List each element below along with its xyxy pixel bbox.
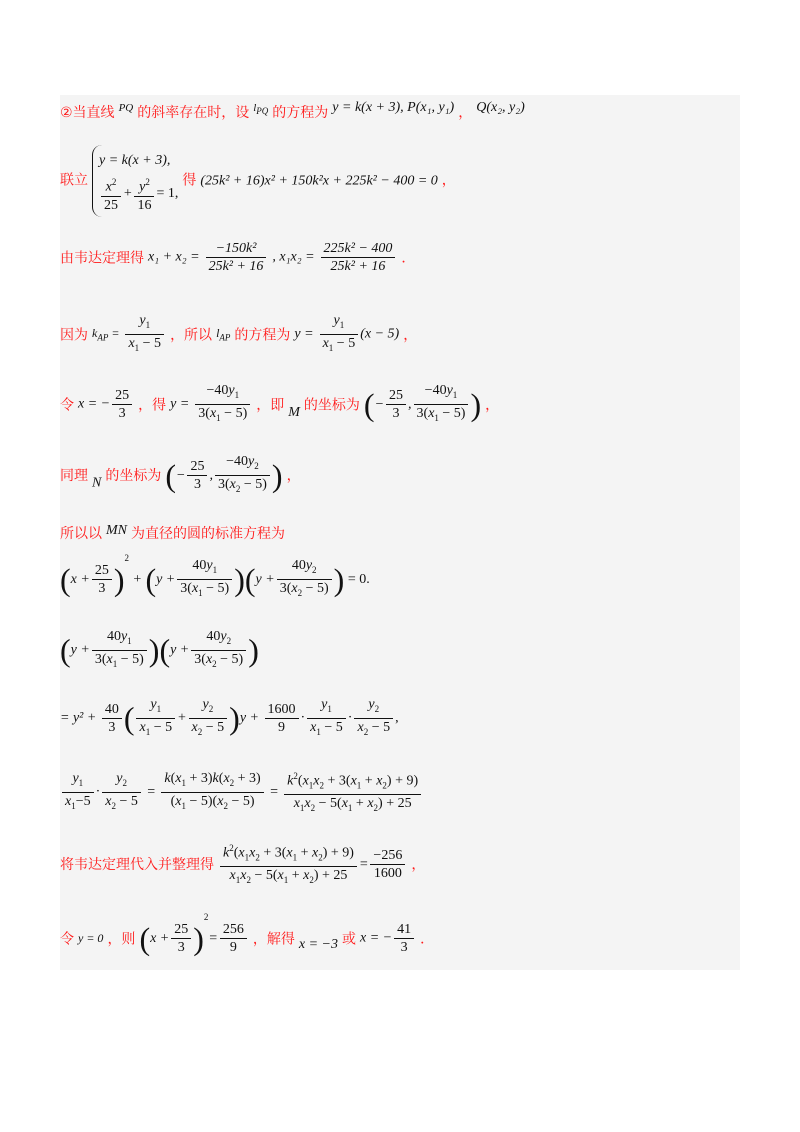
text: 的斜率存在时，设	[137, 105, 250, 121]
expanded-expression: = y² + $\frac{40}{3}$ ( $\frac{y_1}{x_1 - 5}$ + $\frac{y_2}{x_2 - 5}$ )y + $\frac{1600}{9}$ · $\frac{y_1}{x_1 - 5}$ · $\frac{y_2}{x_2 - 5}$ ,	[60, 697, 399, 737]
line-5: 令 x = − $\frac{25}{3}$ ，得 y = $\frac{-40y_1}{3(x_1 - 5)}$ ，即 M 的坐标为 (− $\frac{25}{3}$ , $\frac{-40y_1}{3(x_1 - 5)}$ ) ，	[60, 383, 500, 424]
l-symbol: l	[216, 326, 220, 341]
text: ，所以	[170, 327, 213, 344]
text: ，得	[138, 397, 167, 414]
text: 因为	[60, 327, 88, 344]
line-equation: y = k(x + 3), P(x₁, y₁)	[332, 100, 455, 115]
line-4: 因为 $k_{AP}$ = $\frac{y_1}{x_1 - 5}$ ，所以 $l_{AP}$ 的方程为 y = $\frac{y_1}{x_1 - 5}$ (x − 5) ，	[60, 313, 418, 353]
k-subscript: AP	[97, 332, 109, 343]
line-7	[60, 523, 285, 543]
rhs-numerator: 256	[220, 921, 247, 939]
text: ，即	[256, 397, 285, 414]
result-denominator: 1600	[373, 866, 402, 882]
expansion-tail: ,	[395, 710, 399, 726]
text: 令	[60, 397, 74, 414]
k-symbol: k	[92, 326, 98, 341]
sum-denominator: 25k² + 16	[208, 259, 264, 274]
text: ，则	[107, 931, 136, 948]
product-expression: (y + $\frac{40y_1}{3(x_1 - 5)}$ )(y + $\frac{40y_2}{3(x_2 - 5)}$ )	[60, 629, 259, 669]
m-coordinates: (− $\frac{25}{3}$ , $\frac{-40y_1}{3(x_1 - 5)}$ )	[363, 383, 482, 424]
result-numerator: −256	[370, 847, 405, 865]
product-lhs: , x₁x₂ =	[272, 249, 315, 265]
segment-mn: MN	[106, 523, 127, 538]
point-m: M	[288, 404, 300, 420]
solution-2: x = −	[359, 930, 393, 946]
expansion-start: = y² +	[60, 710, 97, 726]
text: ，	[441, 172, 456, 189]
text: ，	[458, 105, 473, 121]
text: 的方程为	[272, 105, 329, 121]
pq-label: PQ	[118, 102, 134, 114]
rhs-denominator: 9	[229, 940, 237, 956]
system-eq-2-tail: = 1,	[156, 186, 179, 202]
line-6	[60, 453, 301, 498]
text: 由韦达定理得	[60, 250, 144, 267]
text: 为直径的圆的标准方程为	[131, 526, 285, 542]
text: ，	[485, 397, 500, 414]
line-13: 令 y = 0 ，则 (x + $\frac{25}{3}$ )$^2$= $\frac{256}{9}$ ，解得 x = −3 或 x = − $\frac{41}{3}$ ．	[60, 912, 435, 957]
sum-numerator: −150k²	[206, 240, 267, 258]
text: 同理	[60, 467, 88, 484]
point-q: Q(x₂, y₂)	[476, 100, 525, 115]
text: ，解得	[252, 931, 295, 948]
product-denominator: 25k² + 16	[330, 259, 386, 274]
text: 的坐标为	[105, 467, 162, 484]
solution-1: x = −3	[298, 937, 338, 952]
line-3	[60, 240, 415, 275]
l-subscript: PQ	[256, 106, 269, 117]
n-coordinates: (− $\frac{25}{3}$ , $\frac{-40y_2}{3(x_2 - 5)}$ )	[165, 454, 283, 494]
text: 令	[60, 931, 74, 948]
l-symbol: l	[253, 102, 257, 114]
text: ，	[411, 857, 426, 874]
text: 将韦达定理代入并整理得	[60, 857, 214, 874]
text: ，	[286, 467, 301, 484]
circle-equation: (x + $\frac{25}{3}$ )$^2$ + (y + $\frac{40y_1}{3(x_1 - 5)}$ )(y + $\frac{40y_2}{3(x_2 - 5)}$ ) = 0.	[60, 553, 370, 599]
system-eq-1: y = k(x + 3),	[99, 153, 171, 168]
expansion-mid: y +	[239, 710, 259, 726]
text: ．	[420, 931, 435, 948]
y-value: y =	[170, 396, 190, 412]
y-zero: y = 0	[78, 930, 104, 945]
slope-product-identity: $\frac{y_1}{x_1-5}$ · $\frac{y_2}{x_2 - 5}$ = $\frac{k(x_1 + 3)k(x_2 + 3)}{(x_1 - 5)(x_2 - 5)}$ = $\frac{k^2(x_1x_2 + 3(x_1 + x_2) + 9)}{x_1x_2 - 5(x_1 + x_2) + 25}$	[60, 768, 423, 817]
text: 得	[182, 172, 197, 189]
equation-tail: = 0.	[347, 571, 370, 587]
line-1	[60, 100, 525, 122]
system-eq-2: $\frac{x^2}{25}$ + $\frac{y^2}{16}$ = 1,	[99, 174, 178, 214]
text: ．	[401, 250, 416, 267]
point-n: N	[92, 475, 102, 491]
line-ap-tail: (x − 5)	[360, 326, 400, 342]
quadratic-equation: (25k² + 16)x² + 150k²x + 225k² − 400 = 0	[200, 173, 438, 189]
text: ，	[403, 327, 418, 344]
text: 的方程为	[234, 327, 291, 344]
line-12: 将韦达定理代入并整理得 $\frac{k^2(x_1x_2 + 3(x_1 + x_2) + 9)}{x_1x_2 - 5(x_1 + x_2) + 25}$ = $\frac{-256}{1600}$ ，	[60, 840, 425, 889]
line-2	[60, 145, 456, 217]
text: 联立	[60, 172, 88, 189]
text: ②当直线	[60, 105, 115, 121]
sum-lhs: x₁ + x₂ =	[148, 249, 200, 265]
equation-system	[92, 145, 178, 217]
product-numerator: 225k² − 400	[321, 240, 396, 258]
text: 所以以	[60, 526, 102, 542]
l-subscript: AP	[219, 332, 231, 343]
text: 的坐标为	[303, 397, 360, 414]
text: 或	[341, 931, 356, 948]
x-value: x = −	[78, 396, 111, 412]
